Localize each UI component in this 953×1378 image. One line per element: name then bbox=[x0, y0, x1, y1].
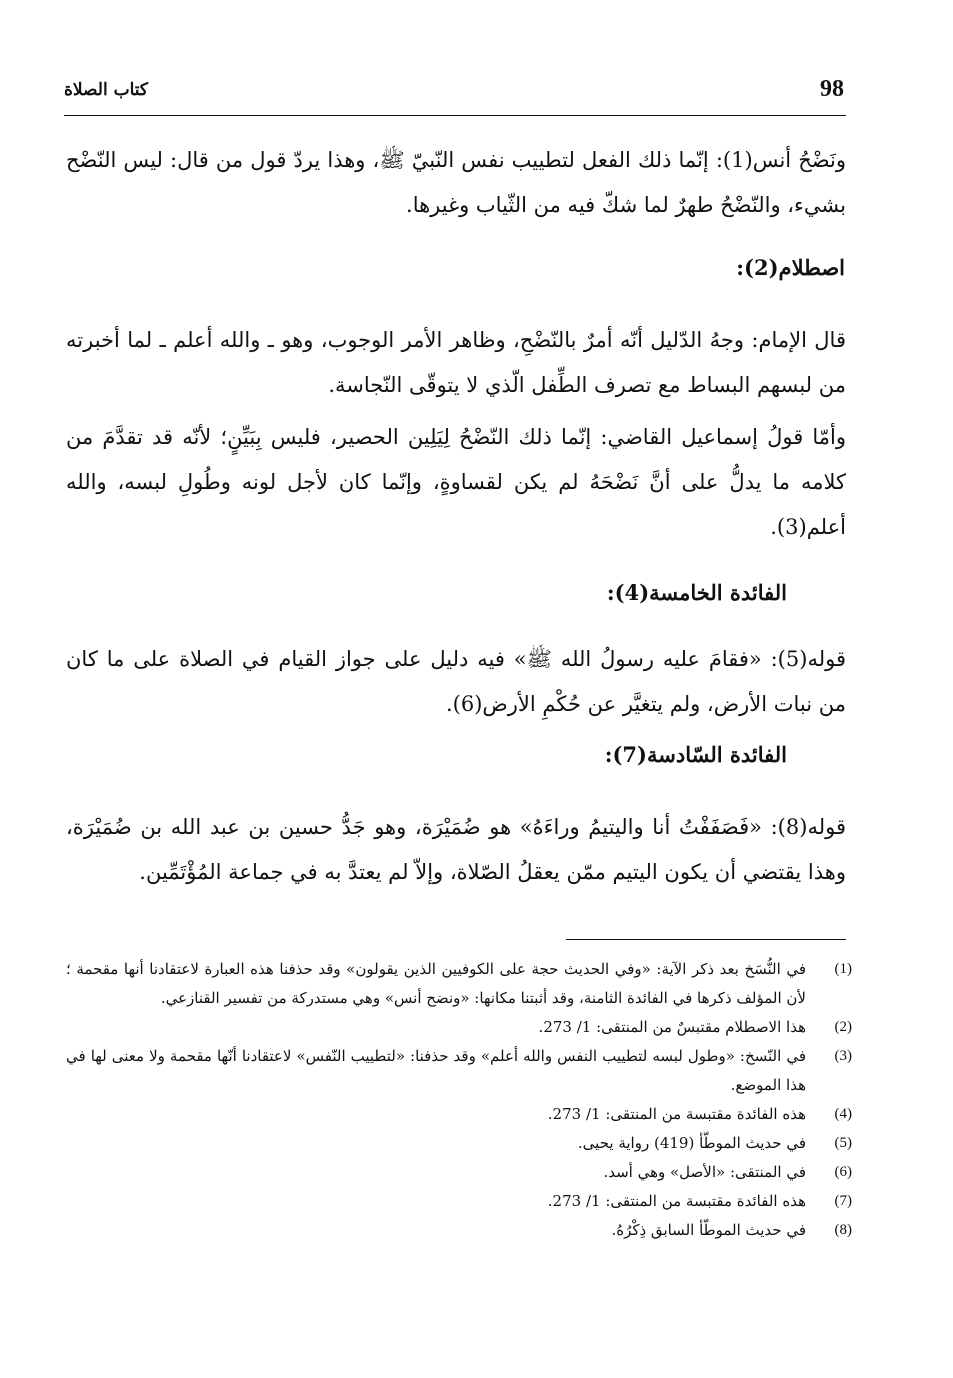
footnote-item bbox=[66, 955, 852, 1013]
heading-fifth-benefit: الفائدة الخامسة(4): bbox=[606, 580, 787, 605]
paragraph-text: وأمّا قولُ إسماعيل القاضي: إنّما ذلك النّضْحُ لِيَلِين الحصير، فليس بِبَيِّنٍ؛ لأنّه قد تقدَّمَ من كلامه ما يدلُّ على أنَّ نَضْحَهُ لم يكن لقساوةٍ، وإنّما كان لأجل لونه وطُولِ لبسه، والله أعلم(3). bbox=[66, 425, 846, 539]
footnote-item bbox=[66, 1013, 852, 1042]
paragraph-nadh bbox=[66, 138, 846, 228]
paragraph-qiyam bbox=[66, 637, 846, 727]
footnote-text: في النُّسَخ بعد ذكر الآية: «وفي الحديث حجة على الكوفيين الذين يقولون» وقد حذفنا هذه العبارة لاعتقادنا أنها مقحمة ؛ لأن المؤلف ذكرها في الفائدة الثامنة، وقد أثبتنا مكانها: «ونضح أنس» وهي مستدركة من تفسير القنازعي. bbox=[66, 960, 806, 1007]
paragraph-text: قال الإمام: وجهُ الدّليل أنّه أمرٌ بالنّضْحِ، وظاهر الأمر الوجوب، وهو ـ والله أعلم ـ لما أخبرته من لبسهم البساط مع تصرف الطِّفل الّذي لا يتوقّى النّجاسة. bbox=[66, 328, 846, 397]
paragraph-ismail bbox=[66, 415, 846, 550]
header-rule bbox=[64, 115, 846, 116]
footnote-text: هذه الفائدة مقتبسة من المنتقى: 1/ 273. bbox=[547, 1105, 806, 1123]
running-title: كتاب الصلاة bbox=[64, 80, 149, 100]
paragraph-text: ونَضْحُ أنس(1): إنّما ذلك الفعل لتطييب نفس النّبيّ ﷺ، وهذا يردّ قول من قال: ليس النّضْح بشيء، والنّضْحُ طهرٌ لما شكّ فيه من الثّياب وغيرها. bbox=[66, 148, 846, 217]
footnote-text: في حديث الموطّأ (419) رواية يحيى. bbox=[577, 1134, 806, 1152]
footnote-number: (2) bbox=[834, 1019, 852, 1035]
heading-istilam: اصطلام(2): bbox=[736, 255, 845, 280]
footnote-item bbox=[66, 1100, 852, 1129]
heading-sixth-benefit: الفائدة السّادسة(7): bbox=[604, 742, 787, 767]
paragraph-text: قوله(5): «فقامَ عليه رسولُ الله ﷺ» فيه دليل على جواز القيام في الصلاة على ما كان من نبات الأرض، ولم يتغيَّر عن حُكْمِ الأرض(6). bbox=[66, 647, 846, 716]
footnote-rule bbox=[566, 939, 846, 940]
footnote-text: هذا الاصطلام مقتبسٌ من المنتقى: 1/ 273. bbox=[538, 1018, 806, 1036]
footnote-number: (7) bbox=[834, 1193, 852, 1209]
footnotes bbox=[66, 955, 852, 1245]
page-header bbox=[64, 74, 846, 114]
footnote-item bbox=[66, 1042, 852, 1100]
paragraph-imam bbox=[66, 318, 846, 408]
paragraph-text: قوله(8): «فَصَفَفْتُ أنا واليتيمُ وراءَهُ» هو ضُمَيْرَة، وهو جَدُّ حسين بن عبد الله بن ضُمَيْرَة، وهذا يقتضي أن يكون اليتيم ممّن يعقلُ الصّلاة، وإلاّ لم يعتدَّ به في جماعة المُؤْتَمِّين. bbox=[66, 815, 846, 884]
paragraph-dumayra bbox=[66, 805, 846, 895]
footnote-item bbox=[66, 1187, 852, 1216]
footnote-number: (4) bbox=[834, 1106, 852, 1122]
footnote-number: (8) bbox=[834, 1222, 852, 1238]
footnote-text: في حديث الموطّأ السابق ذِكْرُهُ. bbox=[611, 1221, 806, 1239]
footnote-number: (1) bbox=[834, 961, 852, 977]
footnote-item bbox=[66, 1129, 852, 1158]
footnote-number: (5) bbox=[834, 1135, 852, 1151]
footnote-item bbox=[66, 1216, 852, 1245]
footnote-text: في المنتقى: «الأصل» وهي أسد. bbox=[603, 1163, 806, 1181]
footnote-text: في النّسخ: «وطول لبسه لتطييب النفس والله أعلم» وقد حذفنا: «لتطييب النّفس» لاعتقادنا أنّها مقحمة ولا معنى لها في هذا الموضع. bbox=[66, 1047, 806, 1094]
footnote-number: (3) bbox=[834, 1048, 852, 1064]
footnote-number: (6) bbox=[834, 1164, 852, 1180]
page-number: 98 bbox=[820, 76, 844, 102]
footnote-text: هذه الفائدة مقتبسة من المنتقى: 1/ 273. bbox=[547, 1192, 806, 1210]
footnote-item bbox=[66, 1158, 852, 1187]
